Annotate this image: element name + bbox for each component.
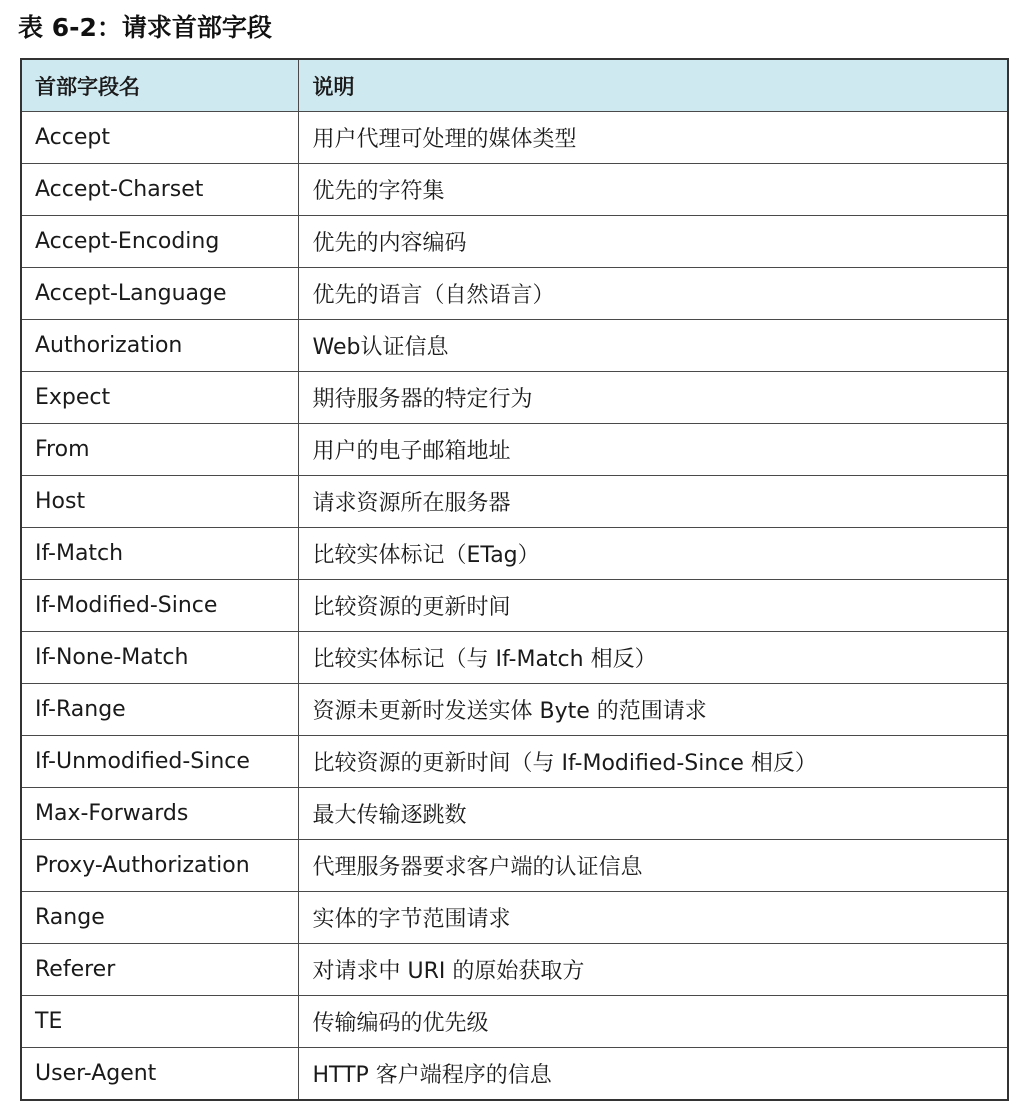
table-row xyxy=(21,840,1008,892)
description-cell: 传输编码的优先级 xyxy=(298,996,1008,1048)
table-row xyxy=(21,944,1008,996)
description-cell: 对请求中 URI 的原始获取方 xyxy=(298,944,1008,996)
field-name-cell: From xyxy=(21,424,298,476)
description-cell: 用户代理可处理的媒体类型 xyxy=(298,112,1008,164)
description-cell: 最大传输逐跳数 xyxy=(298,788,1008,840)
field-name-cell: Accept-Language xyxy=(21,268,298,320)
table-row xyxy=(21,216,1008,268)
table-row xyxy=(21,632,1008,684)
field-name-cell: Accept-Encoding xyxy=(21,216,298,268)
description-cell: 用户的电子邮箱地址 xyxy=(298,424,1008,476)
field-name-cell: If-Modified-Since xyxy=(21,580,298,632)
table-row xyxy=(21,788,1008,840)
table-row xyxy=(21,736,1008,788)
field-name-cell: Authorization xyxy=(21,320,298,372)
field-name-cell: Expect xyxy=(21,372,298,424)
description-cell: HTTP 客户端程序的信息 xyxy=(298,1048,1008,1101)
description-cell: 优先的字符集 xyxy=(298,164,1008,216)
description-cell: 比较资源的更新时间（与 If-Modified-Since 相反） xyxy=(298,736,1008,788)
description-cell: 请求资源所在服务器 xyxy=(298,476,1008,528)
table-caption: 表 6-2：请求首部字段 xyxy=(18,13,272,42)
table-row xyxy=(21,996,1008,1048)
field-name-cell: Accept-Charset xyxy=(21,164,298,216)
table-row xyxy=(21,268,1008,320)
table-row xyxy=(21,424,1008,476)
table-row xyxy=(21,112,1008,164)
table-row xyxy=(21,892,1008,944)
field-name-cell: Max-Forwards xyxy=(21,788,298,840)
description-cell: 比较资源的更新时间 xyxy=(298,580,1008,632)
description-cell: 比较实体标记（ETag） xyxy=(298,528,1008,580)
request-header-fields-table xyxy=(20,58,1009,1101)
description-cell: Web认证信息 xyxy=(298,320,1008,372)
table-row xyxy=(21,1048,1008,1101)
description-cell: 优先的内容编码 xyxy=(298,216,1008,268)
field-name-cell: If-Match xyxy=(21,528,298,580)
description-cell: 资源未更新时发送实体 Byte 的范围请求 xyxy=(298,684,1008,736)
table-row xyxy=(21,164,1008,216)
column-header-field-name: 首部字段名 xyxy=(21,59,298,112)
table-row xyxy=(21,320,1008,372)
field-name-cell: If-Range xyxy=(21,684,298,736)
field-name-cell: Referer xyxy=(21,944,298,996)
table-row xyxy=(21,684,1008,736)
field-name-cell: Range xyxy=(21,892,298,944)
description-cell: 期待服务器的特定行为 xyxy=(298,372,1008,424)
table-row xyxy=(21,528,1008,580)
column-header-description: 说明 xyxy=(298,59,1008,112)
field-name-cell: Accept xyxy=(21,112,298,164)
field-name-cell: If-None-Match xyxy=(21,632,298,684)
table-row xyxy=(21,580,1008,632)
field-name-cell: TE xyxy=(21,996,298,1048)
field-name-cell: User-Agent xyxy=(21,1048,298,1101)
description-cell: 比较实体标记（与 If-Match 相反） xyxy=(298,632,1008,684)
description-cell: 优先的语言（自然语言） xyxy=(298,268,1008,320)
description-cell: 实体的字节范围请求 xyxy=(298,892,1008,944)
field-name-cell: Proxy-Authorization xyxy=(21,840,298,892)
table-row xyxy=(21,372,1008,424)
table-header-row xyxy=(21,59,1008,112)
description-cell: 代理服务器要求客户端的认证信息 xyxy=(298,840,1008,892)
table-row xyxy=(21,476,1008,528)
field-name-cell: If-Unmodified-Since xyxy=(21,736,298,788)
field-name-cell: Host xyxy=(21,476,298,528)
